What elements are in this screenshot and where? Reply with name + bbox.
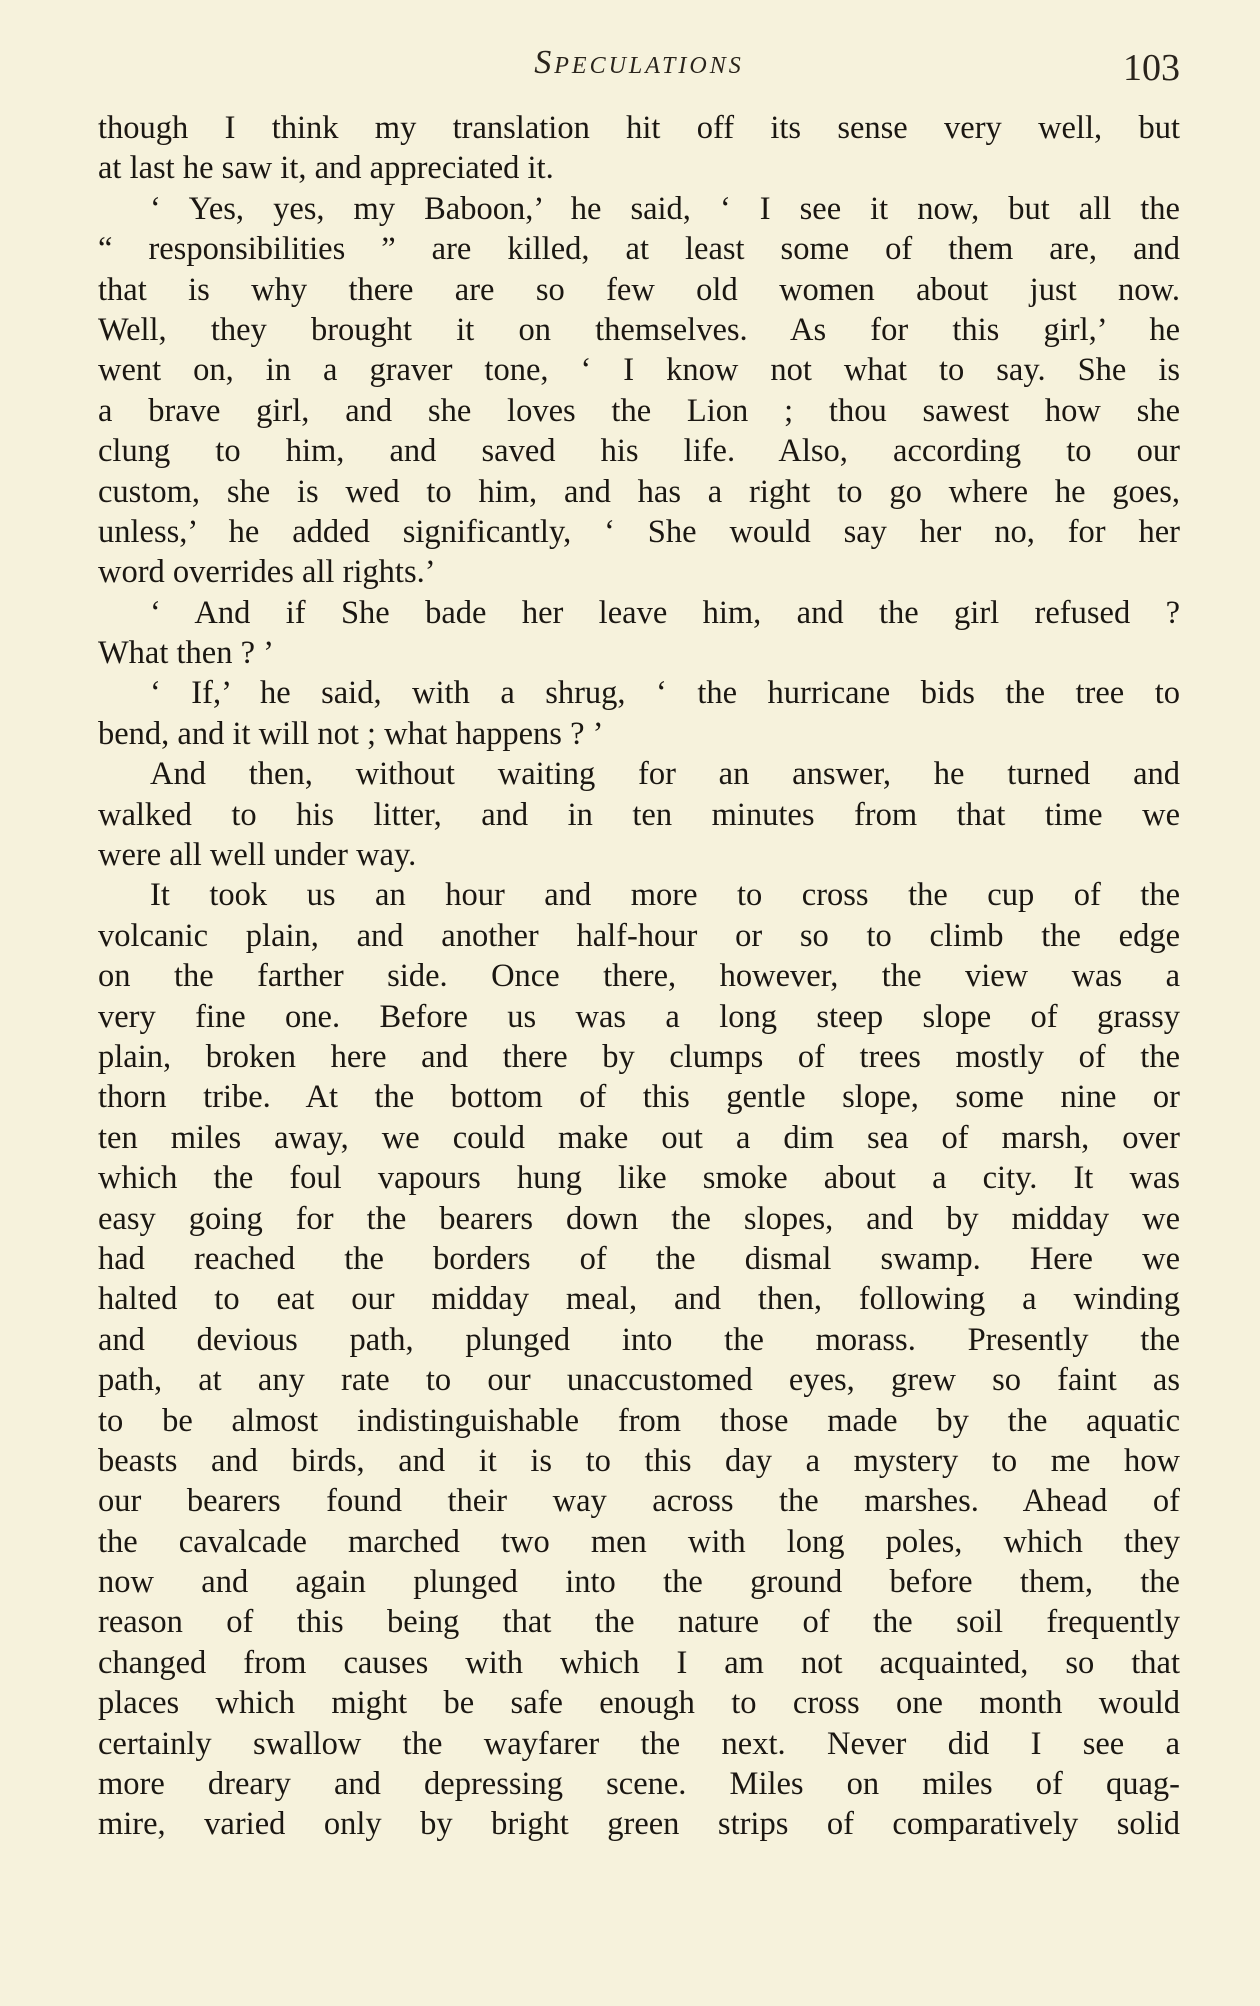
page-number: 103 [1123, 47, 1180, 89]
text-line: volcanic plain, and another half-hour or so to climb the edge [98, 917, 1180, 954]
text-line: unless,’ he added significantly, ‘ She would say her no, for her [98, 513, 1180, 550]
text-line: clung to him, and saved his life. Also, according to our [98, 433, 1180, 470]
text-line: thorn tribe. At the bottom of this gentle slope, some nine or [98, 1079, 1180, 1116]
text-line: mire, varied only by bright green strips of comparatively solid [98, 1806, 1180, 1843]
text-line: ten miles away, we could make out a dim sea of marsh, over [98, 1119, 1180, 1156]
text-line: at last he saw it, and appreciated it. [98, 150, 554, 187]
text-line: on the farther side. Once there, however, the view was a [98, 958, 1180, 995]
text-line: halted to eat our midday meal, and then, following a winding [98, 1281, 1180, 1318]
text-line: were all well under way. [98, 837, 417, 874]
text-line: ‘ And if She bade her leave him, and the girl refused ? [150, 594, 1180, 631]
text-line: went on, in a graver tone, ‘ I know not what to say. She is [98, 352, 1180, 389]
text-line: which the foul vapours hung like smoke about a city. It was [98, 1160, 1180, 1197]
text-line: and devious path, plunged into the morass. Presently the [98, 1321, 1180, 1358]
text-line: walked to his litter, and in ten minutes from that time we [98, 796, 1180, 833]
text-line: our bearers found their way across the marshes. Ahead of [98, 1483, 1180, 1520]
text-line: changed from causes with which I am not acquainted, so that [98, 1644, 1180, 1681]
text-line: easy going for the bearers down the slopes, and by midday we [98, 1200, 1180, 1237]
text-line: places which might be safe enough to cross one month would [98, 1685, 1180, 1722]
text-line: It took us an hour and more to cross the cup of the [150, 877, 1180, 914]
text-line: more dreary and depressing scene. Miles on miles of quag- [98, 1766, 1180, 1803]
text-line: bend, and it will not ; what happens ? ’ [98, 715, 604, 752]
text-line: though I think my translation hit off its sense very well, but [98, 110, 1180, 146]
text-line: word overrides all rights.’ [98, 554, 436, 591]
body-text [98, 108, 1180, 1845]
text-line: What then ? ’ [98, 635, 274, 672]
text-line: very fine one. Before us was a long steep slope of grassy [98, 998, 1180, 1035]
text-line: custom, she is wed to him, and has a right to go where he goes, [98, 473, 1180, 510]
text-line: that is why there are so few old women about just now. [98, 271, 1180, 308]
text-line: a brave girl, and she loves the Lion ; thou sawest how she [98, 392, 1180, 429]
text-line: ‘ Yes, yes, my Baboon,’ he said, ‘ I see it now, but all the [150, 190, 1180, 227]
text-line: “ responsibilities ” are killed, at least some of them are, and [98, 231, 1180, 268]
text-line: path, at any rate to our unaccustomed eyes, grew so faint as [98, 1362, 1180, 1399]
text-line: Well, they brought it on themselves. As for this girl,’ he [98, 311, 1180, 348]
text-line: ‘ If,’ he said, with a shrug, ‘ the hurricane bids the tree to [150, 675, 1180, 712]
text-line: reason of this being that the nature of the soil frequently [98, 1604, 1180, 1641]
running-head [98, 44, 1180, 104]
text-line: certainly swallow the wayfarer the next. Never did I see a [98, 1725, 1180, 1762]
text-line: beasts and birds, and it is to this day a mystery to me how [98, 1442, 1180, 1479]
text-line: now and again plunged into the ground before them, the [98, 1564, 1180, 1601]
text-line: to be almost indistinguishable from those made by the aquatic [98, 1402, 1180, 1439]
text-line: plain, broken here and there by clumps of trees mostly of the [98, 1038, 1180, 1075]
text-line: had reached the borders of the dismal swamp. Here we [98, 1240, 1180, 1277]
running-head-title: Speculations [534, 44, 744, 81]
text-line: And then, without waiting for an answer, he turned and [150, 756, 1180, 793]
text-line: the cavalcade marched two men with long poles, which they [98, 1523, 1180, 1560]
